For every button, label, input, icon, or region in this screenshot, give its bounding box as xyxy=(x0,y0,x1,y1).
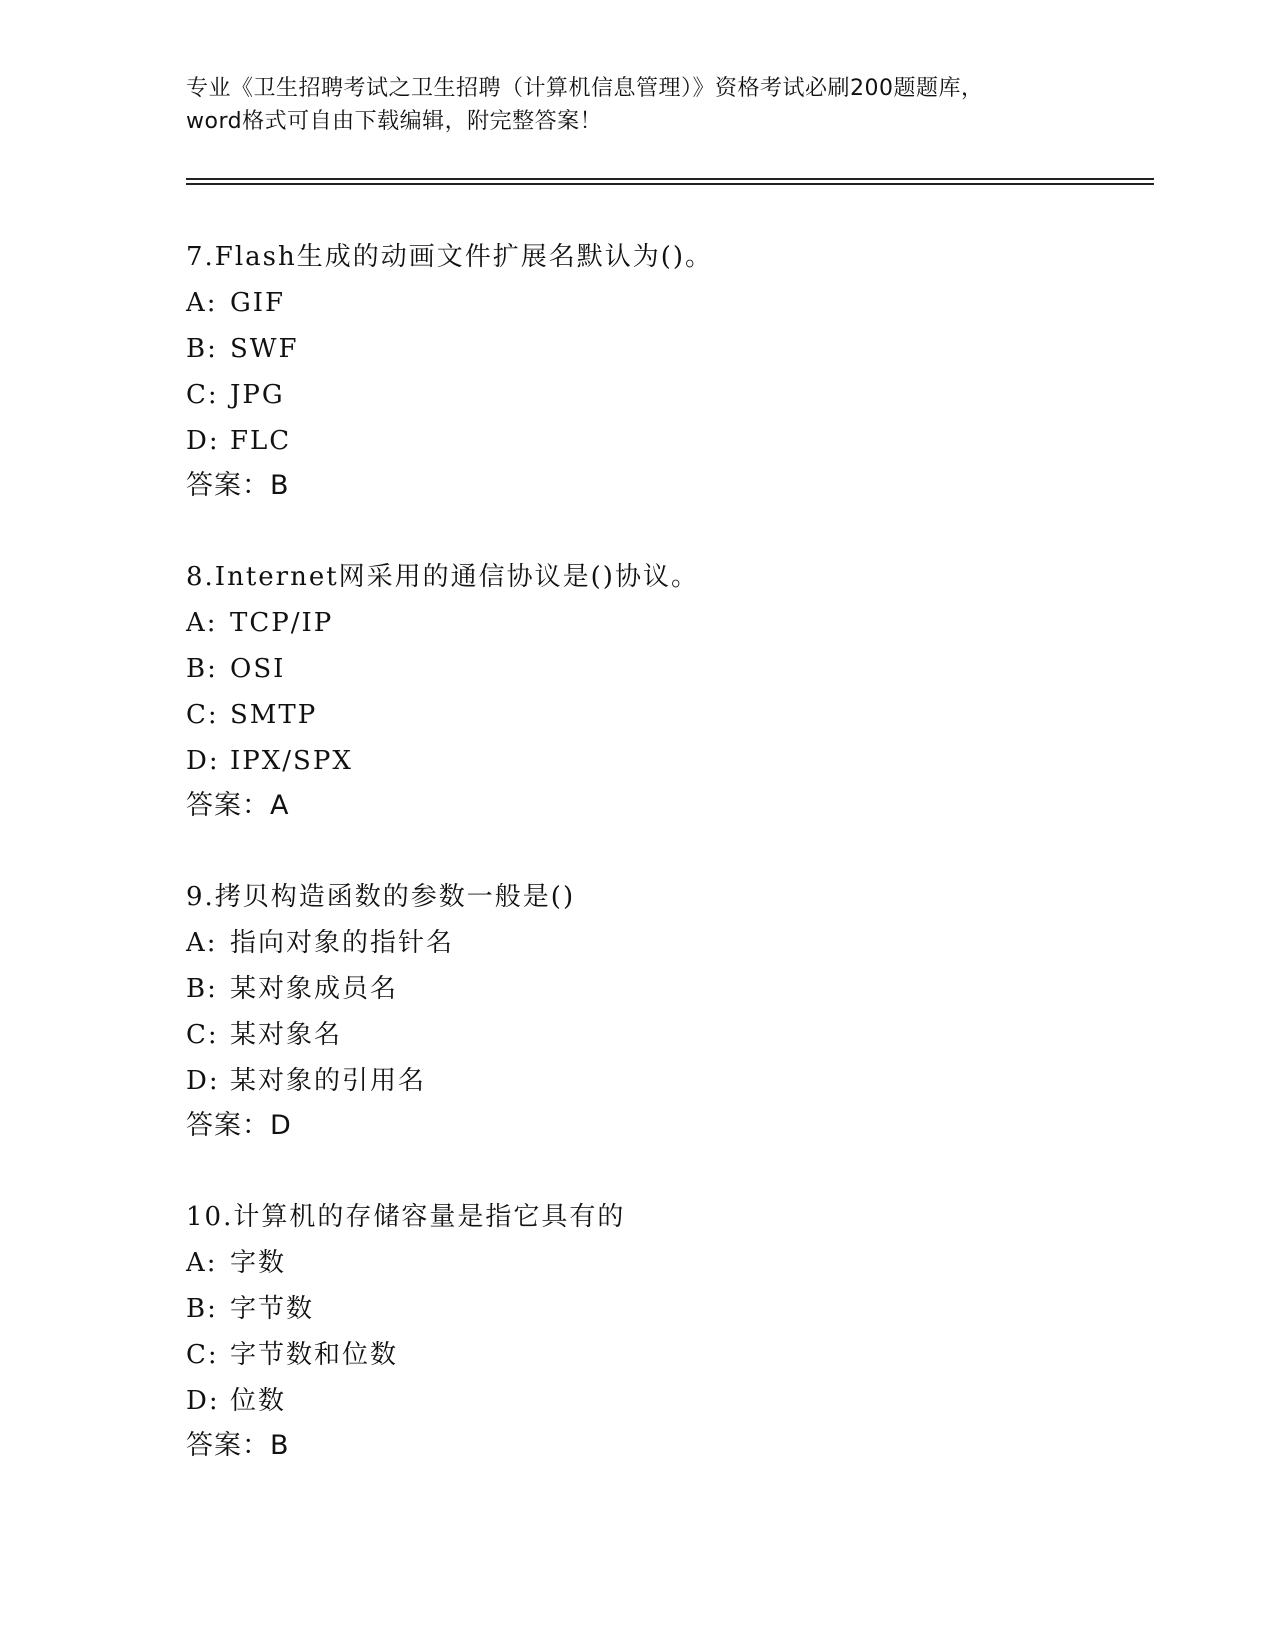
option-letter: B: xyxy=(186,1294,218,1324)
option-d xyxy=(186,1378,1136,1424)
option-text: SWF xyxy=(230,334,299,364)
option-letter: D: xyxy=(186,1066,220,1096)
answer-line: 答案：A xyxy=(186,790,290,821)
option-letter: D: xyxy=(186,1386,220,1416)
option-text: 某对象名 xyxy=(230,1020,343,1050)
option-text: 字节数和位数 xyxy=(230,1340,399,1370)
option-a xyxy=(186,280,1136,326)
option-text: FLC xyxy=(230,426,292,456)
option-letter: C: xyxy=(186,700,219,730)
option-b xyxy=(186,966,1136,1012)
header-line-2: word格式可自由下载编辑，附完整答案！ xyxy=(186,109,603,134)
option-letter: B: xyxy=(186,334,218,364)
option-text: IPX/SPX xyxy=(230,746,353,776)
option-letter: C: xyxy=(186,1340,219,1370)
question-stem: 7.Flash生成的动画文件扩展名默认为()。 xyxy=(186,242,714,272)
option-text: SMTP xyxy=(230,700,318,730)
option-d xyxy=(186,1058,1136,1104)
option-text: TCP/IP xyxy=(230,608,334,638)
option-c xyxy=(186,1012,1136,1058)
option-letter: C: xyxy=(186,380,219,410)
answer-line: 答案：B xyxy=(186,1430,290,1461)
option-letter: C: xyxy=(186,1020,219,1050)
question-list xyxy=(186,234,1136,1514)
question-stem: 8.Internet网采用的通信协议是()协议。 xyxy=(186,562,699,592)
option-letter: A: xyxy=(186,288,218,318)
header-divider-top xyxy=(186,178,1154,180)
question-item xyxy=(186,874,1136,1194)
question-item xyxy=(186,554,1136,874)
option-d xyxy=(186,418,1136,464)
header-line-1: 专业《卫生招聘考试之卫生招聘（计算机信息管理）》资格考试必刷200题题库， xyxy=(186,76,984,101)
option-letter: A: xyxy=(186,608,218,638)
option-text: 某对象成员名 xyxy=(230,974,399,1004)
option-letter: D: xyxy=(186,426,220,456)
option-text: 字数 xyxy=(230,1248,287,1278)
option-text: OSI xyxy=(230,654,286,684)
option-letter: A: xyxy=(186,1248,218,1278)
option-letter: D: xyxy=(186,746,220,776)
option-a xyxy=(186,920,1136,966)
question-stem: 10.计算机的存储容量是指它具有的 xyxy=(186,1202,626,1232)
option-c xyxy=(186,692,1136,738)
option-text: 某对象的引用名 xyxy=(230,1066,427,1096)
option-letter: B: xyxy=(186,654,218,684)
option-text: 位数 xyxy=(230,1386,287,1416)
option-a xyxy=(186,1240,1136,1286)
option-b xyxy=(186,1286,1136,1332)
option-c xyxy=(186,1332,1136,1378)
option-text: JPG xyxy=(230,380,285,410)
option-d xyxy=(186,738,1136,784)
option-text: 指向对象的指针名 xyxy=(230,928,455,958)
option-b xyxy=(186,326,1136,372)
question-stem: 9.拷贝构造函数的参数一般是() xyxy=(186,882,576,912)
question-item xyxy=(186,1194,1136,1514)
option-c xyxy=(186,372,1136,418)
option-letter: A: xyxy=(186,928,218,958)
document-header xyxy=(186,72,1106,138)
option-letter: B: xyxy=(186,974,218,1004)
question-item xyxy=(186,234,1136,554)
option-text: GIF xyxy=(230,288,286,318)
answer-line: 答案：D xyxy=(186,1110,292,1141)
header-divider-bottom xyxy=(186,183,1154,185)
option-a xyxy=(186,600,1136,646)
answer-line: 答案：B xyxy=(186,470,290,501)
option-b xyxy=(186,646,1136,692)
option-text: 字节数 xyxy=(230,1294,315,1324)
